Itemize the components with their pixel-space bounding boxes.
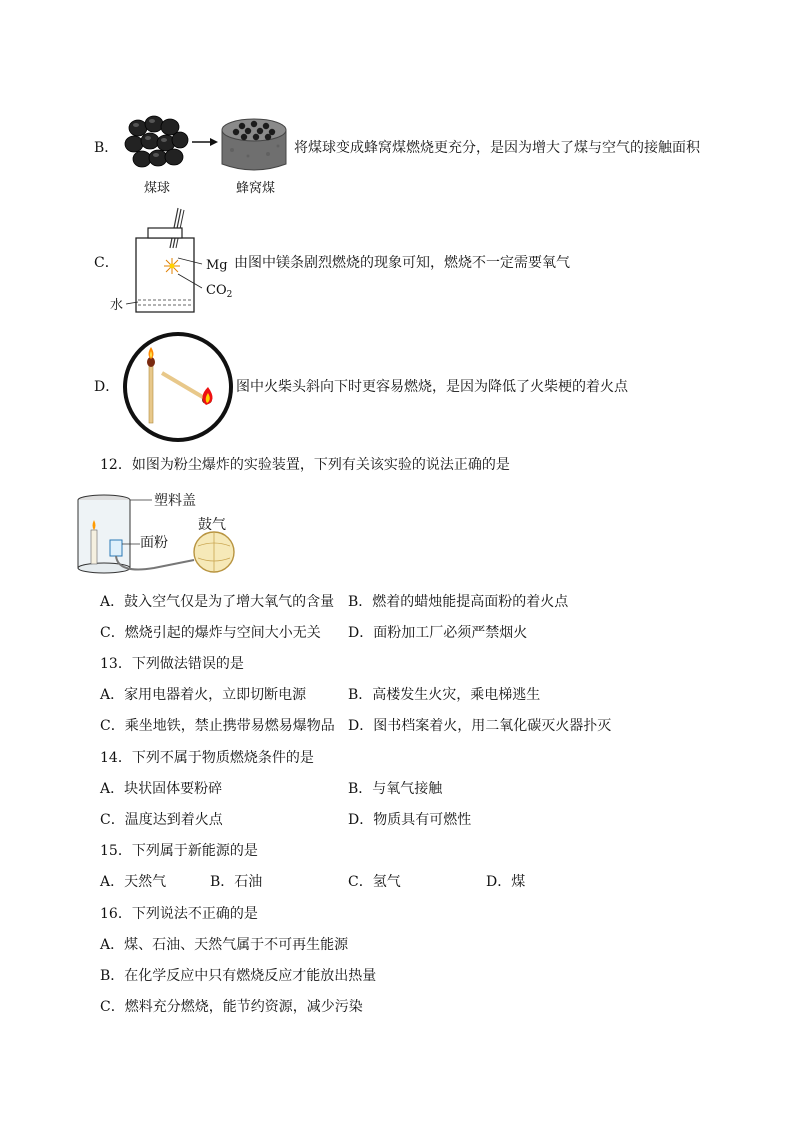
q13-option-a: A．家用电器着火，立即切断电源 — [100, 687, 307, 703]
q14-stem: 14．下列不属于物质燃烧条件的是 — [100, 750, 314, 766]
q11-option-c-label: C． — [94, 255, 119, 271]
coal-balls-caption: 煤球 — [144, 181, 171, 196]
coal-balls-image — [124, 116, 194, 176]
q15-option-b: B．石油 — [210, 874, 263, 890]
q12-stem: 12．如图为粉尘爆炸的实验装置，下列有关该实验的说法正确的是 — [100, 457, 510, 473]
fig-lid-label: 塑料盖 — [154, 493, 196, 509]
q12-option-d: D．面粉加工厂必须严禁烟火 — [348, 625, 528, 641]
q11-option-c-text: 由图中镁条剧烈燃烧的现象可知，燃烧不一定需要氧气 — [234, 255, 570, 271]
q13-option-b: B．高楼发生火灾，乘电梯逃生 — [348, 687, 541, 703]
honeycomb-briquette-image — [218, 116, 290, 176]
q11-option-d-label: D． — [94, 379, 120, 395]
fig-flour-label: 面粉 — [140, 535, 168, 551]
q16-stem: 16．下列说法不正确的是 — [100, 906, 258, 922]
q11-option-b-text: 将煤球变成蜂窝煤燃烧更充分，是因为增大了煤与空气的接触面积 — [294, 140, 700, 156]
q11-option-b-label: B． — [94, 140, 119, 156]
q15-option-d: D．煤 — [486, 874, 526, 890]
q14-option-a: A．块状固体要粉碎 — [100, 781, 223, 797]
q16-option-c: C．燃料充分燃烧，能节约资源，减少污染 — [100, 999, 363, 1015]
q16-option-a: A．煤、石油、天然气属于不可再生能源 — [100, 937, 349, 953]
q15-stem: 15．下列属于新能源的是 — [100, 843, 258, 859]
honeycomb-caption: 蜂窝煤 — [236, 181, 276, 196]
q15-option-c: C．氢气 — [348, 874, 401, 890]
q15-option-a: A．天然气 — [100, 874, 167, 890]
magnesium-burning-co2-apparatus — [126, 208, 206, 318]
q12-option-a: A．鼓入空气仅是为了增大氧气的含量 — [100, 594, 335, 610]
co2-subscript: 2 — [226, 290, 233, 300]
arrow-right-icon — [192, 137, 218, 147]
q14-option-c: C．温度达到着火点 — [100, 812, 223, 828]
q13-stem: 13．下列做法错误的是 — [100, 656, 244, 672]
q12-option-c: C．燃烧引起的爆炸与空间大小无关 — [100, 625, 321, 641]
q14-option-d: D．物质具有可燃性 — [348, 812, 472, 828]
matches-burning-image — [122, 345, 234, 429]
q14-option-b: B．与氧气接触 — [348, 781, 443, 797]
fig-mg-label: Mg — [206, 258, 228, 273]
q13-option-c: C．乘坐地铁，禁止携带易燃易爆物品 — [100, 718, 335, 734]
q16-option-b: B．在化学反应中只有燃烧反应才能放出热量 — [100, 968, 377, 984]
fig-water-label: 水 — [110, 298, 124, 313]
q11-option-d-text: 图中火柴头斜向下时更容易燃烧，是因为降低了火柴梗的着火点 — [236, 379, 628, 395]
q13-option-d: D．图书档案着火，用二氧化碳灭火器扑灭 — [348, 718, 612, 734]
fig-co2-label: $CO_2$ — [206, 283, 233, 300]
fig-blow-label: 鼓气 — [198, 517, 226, 533]
q12-option-b: B．燃着的蜡烛能提高面粉的着火点 — [348, 594, 569, 610]
